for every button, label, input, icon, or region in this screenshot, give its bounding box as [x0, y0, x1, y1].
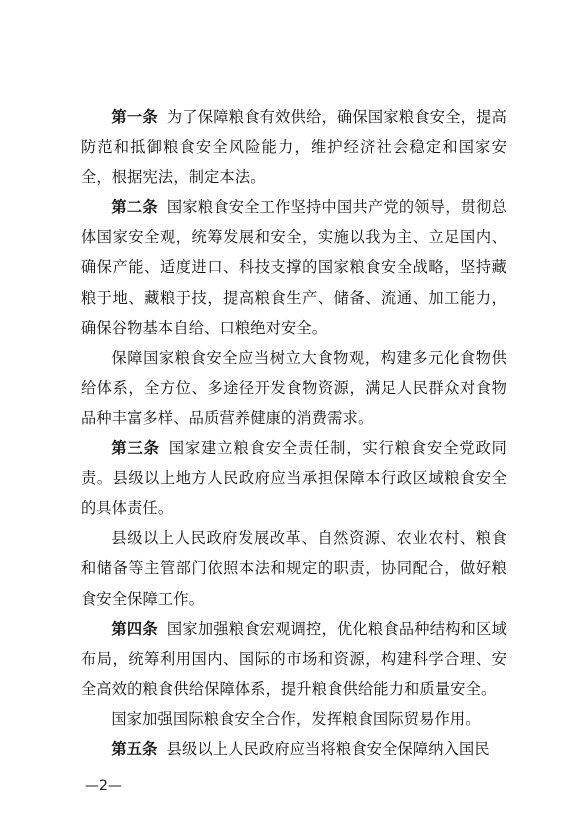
paragraph-article-4 — [81, 614, 507, 704]
article-number: 第三条 — [111, 439, 160, 458]
paragraph-text: 保障国家粮食安全应当树立大食物观，构建多元化食物供给体系，全方位、多途径开发食物资源，满足人民群众对食物品种丰富多样、品质营养健康的消费需求。 — [81, 348, 507, 427]
paragraph-text: 县级以上人民政府应当将粮食安全保障纳入国民 — [166, 739, 490, 758]
paragraph-text: 国家加强粮食宏观调控，优化粮食品种结构和区域布局，统筹利用国内、国际的市场和资源，构建科学合理、安全高效的粮食供给保障体系，提升粮食供给能力和质量安全。 — [81, 619, 507, 698]
document-body — [81, 102, 507, 764]
page-number: —2— — [85, 778, 122, 794]
paragraph-text: 县级以上人民政府发展改革、自然资源、农业农村、粮食和储备等主管部门依照本法和规定的职责，协同配合，做好粮食安全保障工作。 — [81, 529, 507, 608]
paragraph-article-4-continued — [81, 704, 507, 734]
paragraph-text: 国家加强国际粮食安全合作，发挥粮食国际贸易作用。 — [111, 709, 481, 728]
article-number: 第二条 — [111, 198, 158, 217]
paragraph-text: 国家粮食安全工作坚持中国共产党的领导，贯彻总体国家安全观，统筹发展和安全，实施以我为主、立足国内、确保产能、适度进口、科技支撑的国家粮食安全战略，坚持藏粮于地、藏粮于技，提高粮食生产、储备、流通、加工能力，确保谷物基本自给、口粮绝对安全。 — [81, 198, 507, 337]
paragraph-article-3-continued — [81, 523, 507, 613]
article-number: 第五条 — [111, 739, 158, 758]
paragraph-article-2 — [81, 192, 507, 342]
paragraph-article-1 — [81, 102, 507, 192]
paragraph-text: 国家建立粮食安全责任制，实行粮食安全党政同责。县级以上地方人民政府应当承担保障本行政区域粮食安全的具体责任。 — [81, 439, 507, 518]
paragraph-article-2-continued — [81, 343, 507, 433]
paragraph-text: 为了保障粮食有效供给，确保国家粮食安全，提高防范和抵御粮食安全风险能力，维护经济社会稳定和国家安全，根据宪法，制定本法。 — [81, 108, 507, 187]
paragraph-article-3 — [81, 433, 507, 523]
article-number: 第四条 — [111, 619, 158, 638]
article-number: 第一条 — [111, 108, 158, 126]
paragraph-article-5 — [81, 734, 507, 764]
